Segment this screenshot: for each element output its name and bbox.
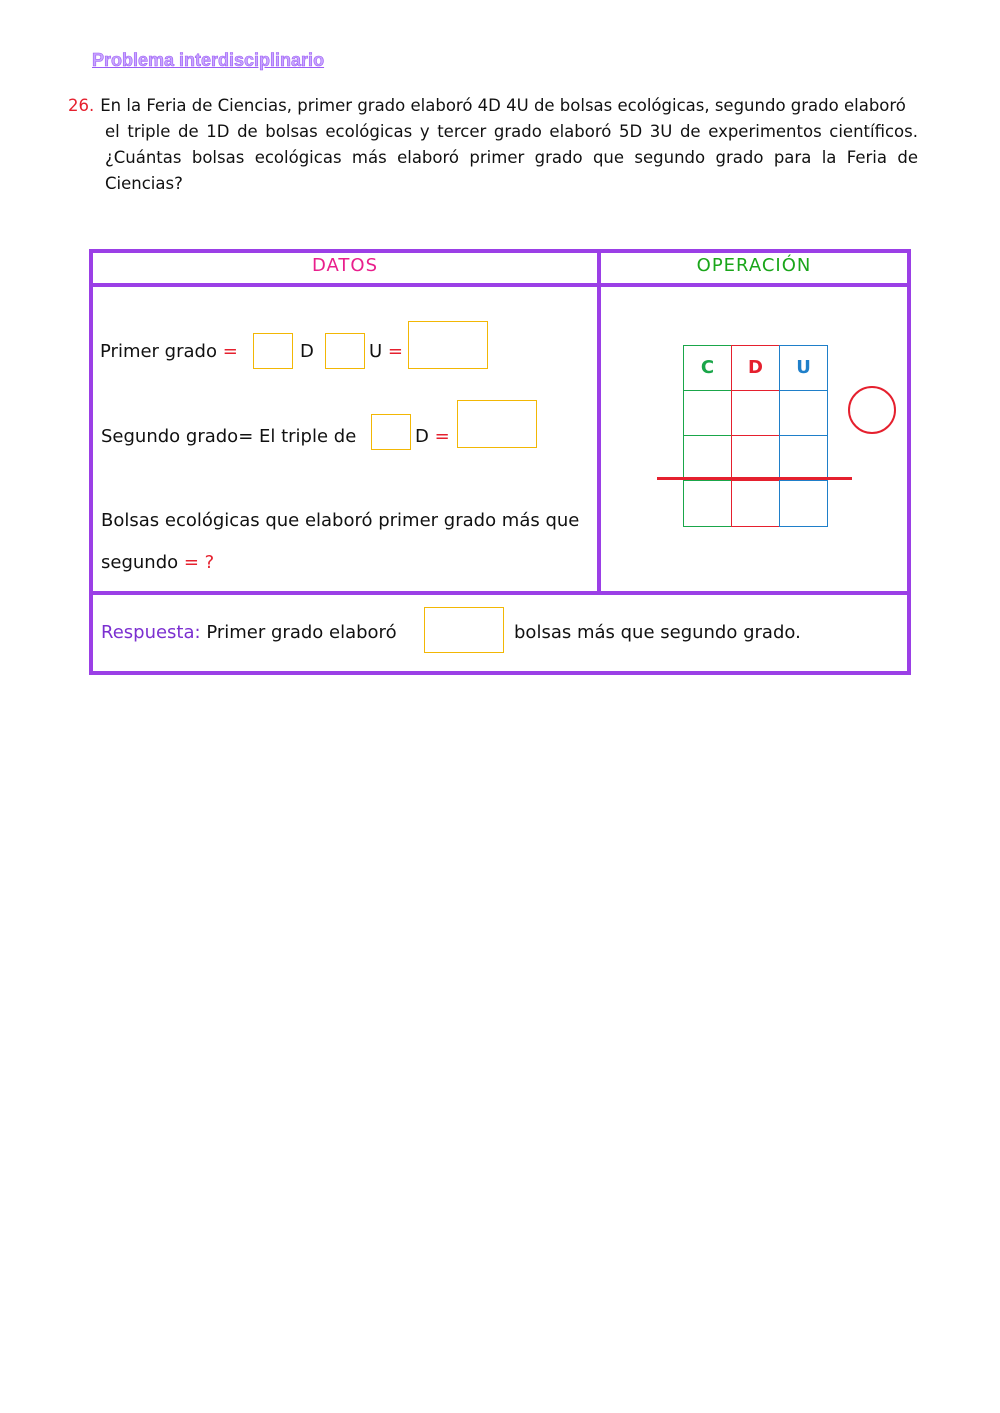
row1-total-input[interactable] [408, 321, 488, 369]
row1-tens-input[interactable] [253, 333, 293, 369]
row1-label-group [100, 341, 238, 362]
cdu-grid [683, 345, 828, 527]
row1-equals2: = [387, 341, 404, 362]
row3-question: = ? [183, 552, 215, 573]
answer-input[interactable] [424, 607, 504, 653]
row1-u-label: U [369, 341, 383, 362]
row1-d-label: D [300, 341, 314, 362]
cdu-r1-c[interactable] [683, 390, 732, 436]
row3-line1: Bolsas ecológicas que elaboró primer grado más que [101, 510, 580, 531]
operation-sign-circle[interactable] [848, 386, 896, 434]
cdu-c-label: C [700, 357, 715, 378]
page-title: Problema interdisciplinario [92, 50, 325, 70]
cdu-u-label: U [796, 357, 811, 378]
row2-d-group [415, 426, 450, 447]
cdu-r3-d[interactable] [731, 480, 780, 527]
worksheet-table [89, 249, 911, 675]
row3-line2: segundo [101, 552, 179, 573]
row1-units-input[interactable] [325, 333, 365, 369]
problem-text-rest: el triple de 1D de bolsas ecológicas y tercer grado elaboró 5D 3U de experimentos científicos. ¿Cuántas bolsas ecológicas más elaboró primer grado que segundo grado para la Feria de Ciencias? [105, 122, 918, 193]
header-divider [93, 283, 907, 287]
answer-text-after: bolsas más que segundo grado. [514, 622, 801, 643]
row1-label: Primer grado [100, 341, 217, 362]
answer-label-group [101, 622, 397, 643]
problem-text-line1: En la Feria de Ciencias, primer grado elaboró 4D 4U de bolsas ecológicas, segundo grado elaboró [100, 96, 906, 115]
cdu-r1-d[interactable] [731, 390, 780, 436]
answer-text-before: Primer grado elaboró [206, 622, 397, 643]
cdu-r2-c[interactable] [683, 435, 732, 481]
problem-line1 [68, 93, 918, 119]
row3-line2-group [101, 552, 214, 573]
header-operacion: OPERACIÓN [696, 255, 812, 276]
column-divider [597, 253, 601, 591]
cdu-d-label: D [748, 357, 763, 378]
answer-label: Respuesta: [101, 622, 201, 643]
cdu-r2-u[interactable] [779, 435, 828, 481]
cdu-r2-d[interactable] [731, 435, 780, 481]
row2-total-input[interactable] [457, 400, 537, 448]
header-datos: DATOS [311, 255, 379, 276]
subtraction-line [657, 477, 852, 480]
row2-label: Segundo grado= El triple de [101, 426, 357, 447]
row1-u-group [369, 341, 403, 362]
problem-number: 26. [68, 96, 95, 115]
cdu-r3-u[interactable] [779, 480, 828, 527]
cdu-r1-u[interactable] [779, 390, 828, 436]
row1-equals: = [222, 341, 238, 362]
row2-d-label: D [415, 426, 429, 447]
problem-statement [68, 93, 918, 197]
cdu-r3-c[interactable] [683, 480, 732, 527]
row2-equals: = [434, 426, 450, 447]
answer-divider [93, 591, 907, 595]
row2-tens-input[interactable] [371, 414, 411, 450]
